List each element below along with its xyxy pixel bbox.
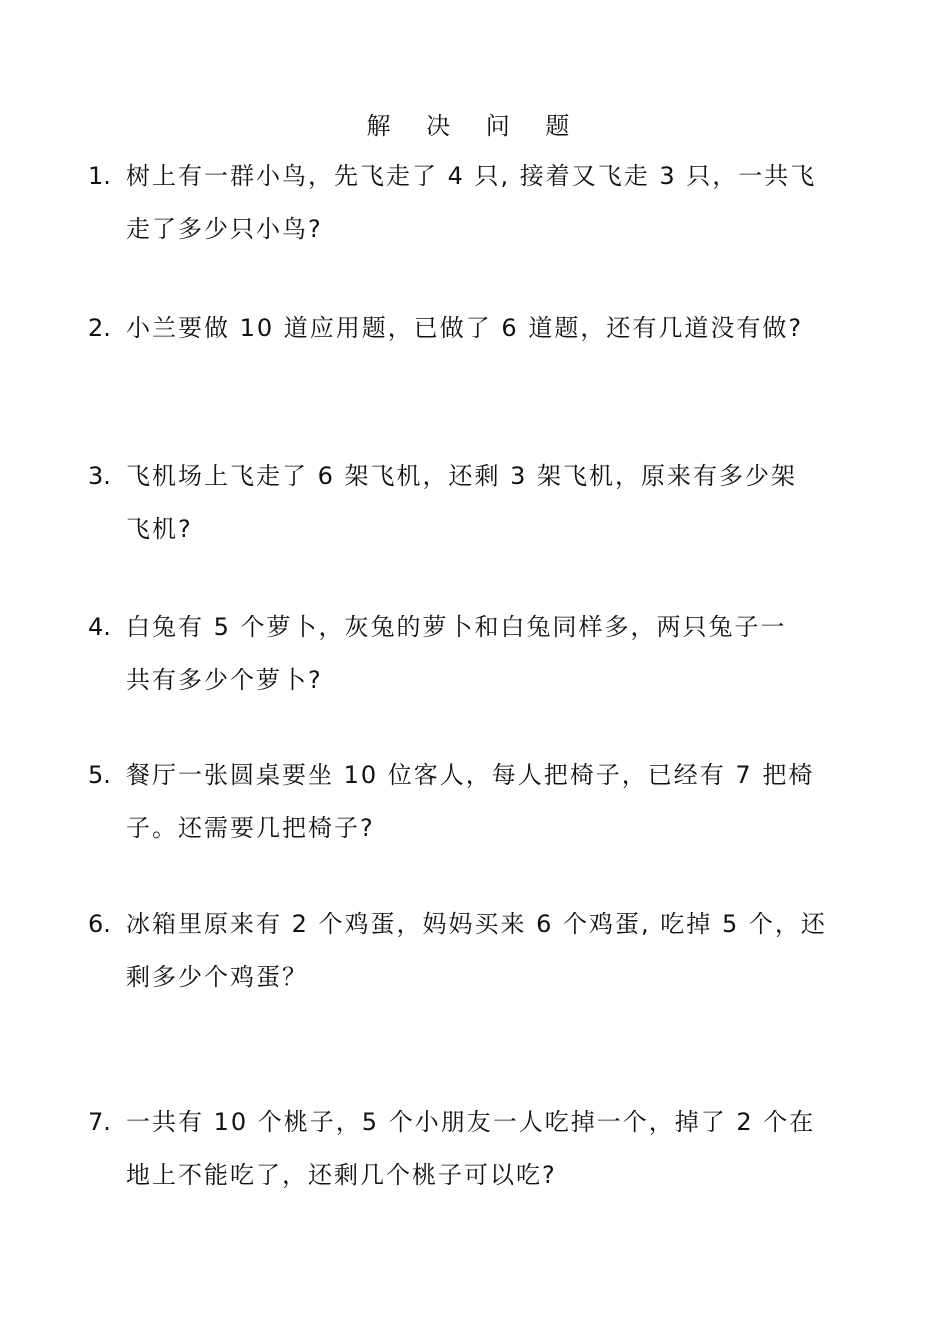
problem-item [88, 601, 868, 707]
problem-item [88, 749, 868, 855]
problem-number: 1. [88, 162, 111, 190]
problem-number: 2. [88, 314, 111, 342]
problem-text-line: 剩多少个鸡蛋？ [126, 963, 308, 991]
problem-item [88, 898, 868, 1004]
problem-text-line: 共有多少个萝卜? [126, 666, 323, 694]
problem-text-line: 小兰要做 10 道应用题，已做了 6 道题，还有几道没有做? [126, 314, 804, 342]
problem-item [88, 150, 868, 256]
problem-text-line: 走了多少只小鸟? [126, 215, 323, 243]
problem-item [88, 1096, 868, 1202]
problem-number: 3. [88, 462, 111, 490]
problem-text-line: 飞机场上飞走了 6 架飞机，还剩 3 架飞机，原来有多少架 [126, 462, 798, 490]
problem-text-line: 冰箱里原来有 2 个鸡蛋，妈妈买来 6 个鸡蛋, 吃掉 5 个，还 [126, 910, 827, 938]
problem-text-line: 白兔有 5 个萝卜，灰兔的萝卜和白兔同样多，两只兔子一 [126, 613, 787, 641]
problem-number: 5. [88, 761, 111, 789]
problem-text-line: 树上有一群小鸟，先飞走了 4 只, 接着又飞走 3 只，一共飞 [126, 162, 817, 190]
problem-item [88, 450, 868, 556]
problem-number: 6. [88, 910, 111, 938]
problem-text-line: 地上不能吃了，还剩几个桃子可以吃? [126, 1161, 557, 1189]
problem-text-line: 子。还需要几把椅子? [126, 814, 375, 842]
problem-text-line: 餐厅一张圆桌要坐 10 位客人，每人把椅子，已经有 7 把椅 [126, 761, 815, 789]
problem-number: 4. [88, 613, 111, 641]
problem-number: 7. [88, 1108, 111, 1136]
problem-item [88, 302, 868, 355]
page-title: 解 决 问 题 [366, 112, 584, 140]
problem-text-line: 一共有 10 个桃子，5 个小朋友一人吃掉一个，掉了 2 个在 [126, 1108, 816, 1136]
problem-text-line: 飞机? [126, 515, 193, 543]
